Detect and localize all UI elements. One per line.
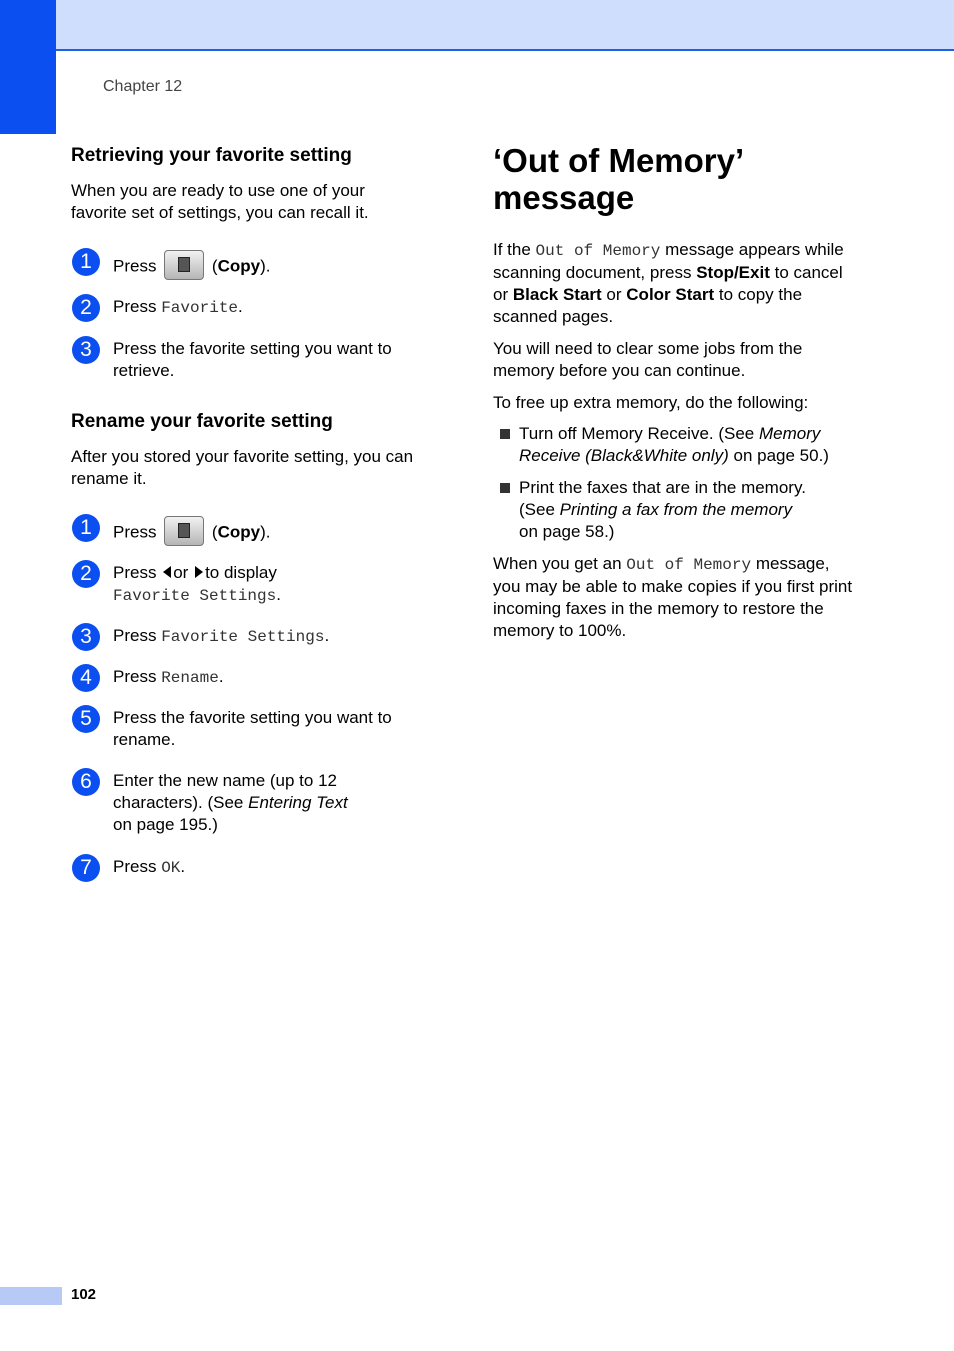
step-number: 7 (72, 854, 100, 882)
step-number: 2 (72, 294, 100, 322)
left-arrow-icon (163, 566, 171, 578)
step-number: 3 (72, 623, 100, 651)
step-number: 4 (72, 664, 100, 692)
step-number: 3 (72, 336, 100, 364)
chapter-label: Chapter 12 (103, 78, 183, 95)
paragraph: To free up extra memory, do the following: (493, 393, 809, 412)
step-number: 6 (72, 768, 100, 796)
header-bar (0, 0, 954, 51)
page-title: ‘Out of Memory’ message (493, 142, 743, 216)
section-title-rename: Rename your favorite setting (71, 411, 333, 432)
copy-button-icon (164, 516, 204, 546)
step-number: 1 (72, 514, 100, 542)
paragraph: You will need to clear some jobs from the memory before you can continue. (493, 339, 803, 380)
bullet-icon (500, 429, 510, 439)
section-intro-retrieving: When you are ready to use one of your favorite set of settings, you can recall it. (71, 181, 369, 222)
bullet-icon (500, 483, 510, 493)
step-number: 2 (72, 560, 100, 588)
section-intro-rename: After you stored your favorite setting, you can rename it. (71, 447, 414, 488)
paragraph: If the Out of Memory message appears while scanning document, press Stop/Exit to cancel or Black Start or Color Start to copy the scanned pages. (493, 240, 844, 326)
right-arrow-icon (195, 566, 203, 578)
step-number: 5 (72, 705, 100, 733)
paragraph: When you get an Out of Memory message, you may be able to make copies if you first print incoming faxes in the memory to restore the memory to 100%. (493, 554, 853, 640)
footer-bar (0, 1287, 62, 1305)
copy-button-icon (164, 250, 204, 280)
page-number: 102 (71, 1286, 97, 1303)
section-title-retrieving: Retrieving your favorite setting (71, 145, 352, 166)
step-number: 1 (72, 248, 100, 276)
chapter-tab (0, 0, 56, 134)
